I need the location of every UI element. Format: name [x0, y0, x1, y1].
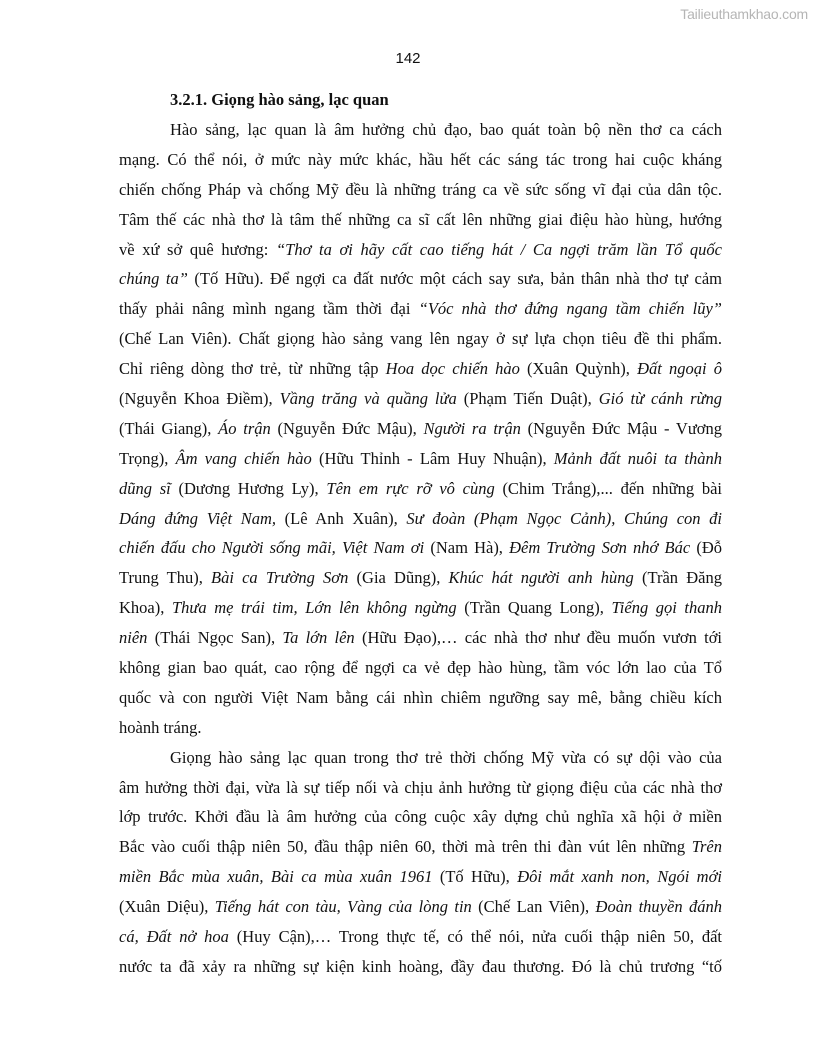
- text-line: [119, 354, 722, 384]
- body-text-segment: (Lê Anh Xuân): [276, 508, 394, 528]
- body-text-segment: (Tố Hữu). Để ngợi ca đất nước một cách say sưa, bản thân nhà thơ tự cảm: [187, 269, 722, 289]
- italic-title-text: , Sư đoàn (Phạm Ngọc Cảnh), Chúng con đi: [393, 508, 723, 528]
- body-text-segment: (Chế Lan Viên). Chất giọng hào sảng vang lên ngay ở sự lựa chọn tiêu đề thi phẩm.: [119, 329, 722, 349]
- italic-title-text: Đêm Trường Sơn nhớ Bác: [509, 538, 691, 558]
- italic-title-text: chúng ta”: [119, 269, 188, 289]
- body-text-segment: quốc và con người Việt Nam bằng cái nhìn chiêm ngưỡng say mê, bằng chiều kích: [119, 687, 722, 707]
- text-line: [119, 623, 722, 653]
- body-text-segment: (Huy Cận),… Trong thực tế, có thể nói, nửa cuối thập niên 50, đất: [228, 927, 722, 947]
- body-text-segment: (Thái Ngọc San),: [147, 628, 283, 648]
- text-line: [119, 922, 722, 952]
- italic-title-text: Đôi mắt xanh non, Ngói mới: [517, 867, 722, 887]
- text-line: [119, 115, 722, 145]
- italic-title-text: niên: [119, 628, 148, 648]
- text-line: [119, 773, 722, 803]
- italic-title-text: dũng sĩ: [119, 478, 171, 498]
- body-text-segment: Hào sảng, lạc quan là âm hưởng chủ đạo, bao quát toàn bộ nền thơ ca cách: [170, 120, 722, 139]
- body-text-segment: (Đỗ: [690, 538, 722, 558]
- italic-title-text: Đất ngoại ô: [637, 359, 722, 379]
- body-text-segment: (Tố Hữu),: [432, 867, 518, 887]
- italic-title-text: cá, Đất nở hoa: [119, 927, 229, 947]
- text-line: [119, 713, 722, 743]
- italic-title-text: Âm vang chiến hào: [175, 448, 312, 468]
- italic-title-text: Áo trận: [218, 418, 271, 438]
- body-text-segment: Giọng hào sảng lạc quan trong thơ trẻ thời chống Mỹ vừa có sự dội vào của: [170, 747, 722, 767]
- text-line: [119, 384, 722, 414]
- text-line: [119, 474, 722, 504]
- italic-title-text: “Vóc nhà thơ đứng ngang tầm chiến lũy”: [418, 299, 722, 319]
- italic-title-text: Tiếng gọi thanh: [611, 598, 723, 618]
- body-text-segment: (Hữu Thỉnh - Lâm Huy Nhuận),: [311, 448, 554, 468]
- italic-title-text: Trên: [691, 837, 722, 857]
- body-text-segment: (Trần Quang Long),: [456, 598, 612, 618]
- body-text-segment: Khoa),: [119, 598, 172, 618]
- page-number: 142: [395, 50, 421, 67]
- body-text-segment: Bắc vào cuối thập niên 50, đầu thập niên 60, thời mà trên thi đàn vút lên những: [119, 837, 692, 857]
- body-text-segment: về xứ sở quê hương:: [119, 239, 276, 259]
- text-line: [119, 444, 722, 474]
- italic-title-text: Người ra trận: [423, 418, 521, 438]
- italic-title-text: Gió từ cánh rừng: [598, 389, 722, 409]
- text-line: [119, 832, 722, 862]
- body-text-segment: (Chim Trắng),... đến những bài: [494, 478, 722, 498]
- text-line: [119, 414, 722, 444]
- italic-title-text: Khúc hát người anh hùng: [448, 568, 634, 588]
- italic-title-text: Tiếng hát con tàu, Vàng của lòng tin: [214, 897, 472, 917]
- text-line: [119, 683, 722, 713]
- body-text-segment: âm hưởng thời đại, vừa là sự tiếp nối và chịu ảnh hưởng từ giọng điệu của các nhà thơ: [119, 777, 722, 797]
- body-text-segment: Trung Thu),: [119, 568, 212, 588]
- italic-title-text: Tên em rực rỡ vô cùng: [326, 478, 495, 498]
- text-line: [119, 205, 722, 235]
- text-line: [119, 653, 722, 683]
- body-text-segment: (Nam Hà),: [424, 538, 510, 558]
- italic-title-text: Thưa mẹ trái tim, Lớn lên không ngừng: [171, 598, 457, 618]
- body-text-segment: (Xuân Quỳnh),: [519, 359, 638, 379]
- italic-title-text: Ta lớn lên: [282, 628, 355, 648]
- text-line: [119, 593, 722, 623]
- text-line: [119, 145, 722, 175]
- body-text-segment: (Nguyễn Khoa Điềm),: [119, 389, 280, 409]
- body-text-segment: (Nguyễn Đức Mậu - Vương: [520, 418, 722, 438]
- italic-title-text: Vầng trăng và quầng lửa: [279, 389, 457, 409]
- body-text-segment: hoành tráng.: [119, 717, 202, 737]
- section-heading: 3.2.1. Giọng hào sảng, lạc quan: [170, 90, 389, 109]
- italic-title-text: “Thơ ta ơi hãy cất cao tiếng hát / Ca ngợi trăm lần Tổ quốc: [275, 239, 722, 259]
- text-line: [119, 294, 722, 324]
- body-text-segment: (Phạm Tiến Duật),: [456, 389, 599, 409]
- text-line: [119, 175, 722, 205]
- text-line: [119, 892, 722, 922]
- body-text: [119, 115, 722, 982]
- italic-title-text: miền Bắc mùa xuân, Bài ca mùa xuân 1961: [119, 867, 433, 887]
- italic-title-text: Đoàn thuyền đánh: [595, 897, 722, 917]
- body-text-segment: (Gia Dũng),: [348, 568, 449, 588]
- text-line: [119, 235, 722, 265]
- body-text-segment: (Nguyễn Đức Mậu),: [270, 418, 424, 438]
- italic-title-text: Mảnh đất nuôi ta thành: [553, 448, 722, 468]
- body-text-segment: nước ta đã xảy ra những sự kiện kinh hoàng, đầy đau thương. Đó là chủ trương “tố: [119, 956, 722, 976]
- text-line: [119, 802, 722, 832]
- body-text-segment: không gian bao quát, cao rộng để ngợi ca vẻ đẹp hào hùng, tầm vóc lớn lao của Tổ: [119, 658, 722, 678]
- text-line: [119, 264, 722, 294]
- italic-title-text: Hoa dọc chiến hào: [385, 359, 520, 379]
- body-text-segment: (Chế Lan Viên),: [471, 897, 596, 917]
- italic-title-text: Dáng đứng Việt Nam,: [119, 508, 276, 528]
- body-text-segment: chiến chống Pháp và chống Mỹ đều là những tráng ca về sức sống vĩ đại của dân tộc.: [119, 179, 722, 199]
- watermark: Tailieuthamkhao.com: [680, 6, 808, 22]
- text-line: [119, 743, 722, 773]
- text-line: [119, 504, 722, 534]
- body-text-segment: Tâm thế các nhà thơ là tâm thế những ca sĩ cất lên những giai điệu hào hùng, hướng: [119, 209, 722, 229]
- body-text-segment: Trọng),: [119, 448, 176, 468]
- italic-title-text: Bài ca Trường Sơn: [211, 568, 349, 588]
- body-text-segment: lớp trước. Khởi đầu là âm hưởng của công cuộc xây dựng chủ nghĩa xã hội ở miền: [119, 807, 722, 827]
- body-text-segment: (Thái Giang),: [119, 418, 219, 438]
- text-line: [119, 862, 722, 892]
- text-line: [119, 533, 722, 563]
- body-text-segment: (Hữu Đạo),… các nhà thơ như đều muốn vươn tới: [354, 628, 722, 648]
- text-line: [119, 324, 722, 354]
- body-text-segment: (Xuân Diệu),: [119, 897, 215, 917]
- body-text-segment: (Dương Hương Ly),: [170, 478, 327, 498]
- text-line: [119, 952, 722, 982]
- italic-title-text: chiến đấu cho Người sống mãi, Việt Nam ơi: [119, 538, 425, 558]
- body-text-segment: thấy phải nâng mình ngang tầm thời đại: [119, 299, 419, 319]
- text-line: [119, 563, 722, 593]
- body-text-segment: Chỉ riêng dòng thơ trẻ, từ những tập: [119, 359, 386, 379]
- body-text-segment: (Trần Đăng: [633, 568, 722, 588]
- body-text-segment: mạng. Có thể nói, ở mức này mức khác, hầu hết các sáng tác trong hai cuộc kháng: [119, 149, 722, 169]
